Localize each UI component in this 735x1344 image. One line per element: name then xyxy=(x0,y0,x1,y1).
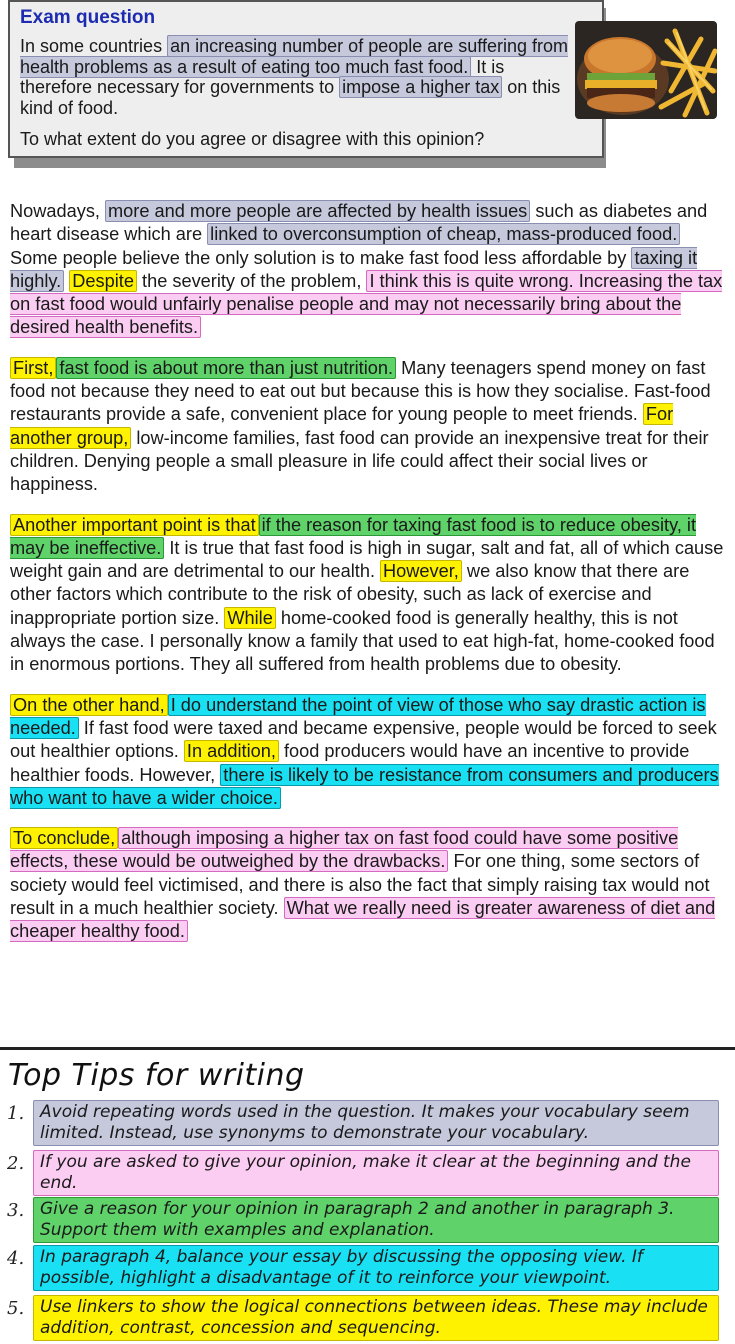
question-highlight-problem: an increasing number of people are suffering from health problems as a result of eating too much fast food. xyxy=(20,36,568,77)
tips-title: Top Tips for writing xyxy=(8,1058,305,1093)
tip-3: Give a reason for your opinion in paragraph 2 and another in paragraph 3. Support them with examples and explanation. xyxy=(33,1197,719,1243)
highlight-opinion: I think this is quite wrong. Increasing the tax on fast food would unfairly penalise people and may not necessarily bring about the desired health benefits. xyxy=(10,270,723,338)
exam-question-prompt: To what extent do you agree or disagree with this opinion? xyxy=(20,129,485,149)
exam-question-text: In some countries an increasing number of people are suffering from health problems as a result of eating too much fast food. It is therefore necessary for governments to impose a higher tax on this kind of food. xyxy=(20,36,568,118)
tip-4: In paragraph 4, balance your essay by discussing the opposing view. If possible, highlight a disadvantage of it to reinforce your viewpoint. xyxy=(33,1245,719,1291)
question-highlight-tax: impose a higher tax xyxy=(339,76,502,98)
tip-number: 5. xyxy=(7,1298,25,1319)
tip-number: 4. xyxy=(7,1248,25,1269)
essay-paragraph-1: Nowadays, more and more people are affected by health issues such as diabetes and heart disease which are linked to overconsumption of cheap, mass-produced food. Some people believe the only solution is to make fast food less affordable by taxing it highly. Despite the severity of the problem, I think this is quite wrong. Increasing the tax on fast food would unfairly penalise people and may not necessarily bring about the desired health benefits. xyxy=(10,201,723,338)
essay-paragraph-4: On the other hand, I do understand the point of view of those who say drastic action is needed. If fast food were taxed and became expensive, people would be forced to seek out healthier options. In addition, food producers would have an incentive to provide healthier foods. However, there is likely to be resistance from consumers and producers who want to have a wider choice. xyxy=(10,694,719,808)
highlight-linker: On the other hand, xyxy=(10,694,168,716)
highlight-opinion: although imposing a higher tax on fast food could have some positive effects, these would be outweighed by the drawbacks. xyxy=(10,828,679,872)
burger-and-fries-photo xyxy=(575,21,717,119)
highlight-vocabulary: more and more people are affected by health issues xyxy=(105,200,530,222)
highlight-vocabulary: linked to overconsumption of cheap, mass-produced food. xyxy=(207,223,680,245)
highlight-linker: While xyxy=(224,607,275,629)
highlight-linker: Another important point is that xyxy=(10,514,259,536)
highlight-linker: To conclude, xyxy=(10,827,118,849)
highlight-linker: In addition, xyxy=(184,740,279,762)
tip-1: Avoid repeating words used in the question. It makes your vocabulary seem limited. Instead, use synonyms to demonstrate your vocabulary. xyxy=(33,1100,719,1146)
highlight-vocabulary: taxing it highly. xyxy=(10,247,698,291)
essay-paragraph-3: Another important point is that if the reason for taxing fast food is to reduce obesity, it may be ineffective. It is true that fast food is high in sugar, salt and fat, all of which cause weight gain and are detrimental to our health. However, we also know that there are other factors which contribute to the risk of obesity, such as lack of exercise and inappropriate portion size. While home-cooked food is generally healthy, this is not always the case. I personally know a family that used to eat high-fat, home-cooked food in enormous portions. They all suffered from health problems due to obesity. xyxy=(10,514,724,675)
tip-2: If you are asked to give your opinion, make it clear at the beginning and the end. xyxy=(33,1150,719,1196)
highlight-reason: if the reason for taxing fast food is to reduce obesity, it may be ineffective. xyxy=(10,514,697,558)
exam-question-box xyxy=(8,0,604,158)
highlight-linker: First, xyxy=(10,357,56,379)
highlight-opposing-view: I do understand the point of view of those who say drastic action is needed. xyxy=(10,694,706,738)
highlight-reason: fast food is about more than just nutrition. xyxy=(56,357,396,379)
highlight-opposing-view: there is likely to be resistance from consumers and producers who want to have a wider choice. xyxy=(10,764,719,808)
section-divider xyxy=(0,1047,735,1050)
highlight-linker: Despite xyxy=(69,270,137,292)
tip-number: 2. xyxy=(7,1153,25,1174)
highlight-linker: However, xyxy=(380,560,462,582)
exam-question-heading: Exam question xyxy=(20,7,156,28)
essay-paragraph-5: To conclude, although imposing a higher tax on fast food could have some positive effects, these would be outweighed by the drawbacks. For one thing, some sectors of society would feel victimised, and there is also the fact that simply raising tax would not result in a much healthier society. What we really need is greater awareness of diet and cheaper healthy food. xyxy=(10,828,716,942)
highlight-opinion: What we really need is greater awareness of diet and cheaper healthy food. xyxy=(10,898,716,942)
model-essay xyxy=(10,200,730,961)
essay-paragraph-2: First, fast food is about more than just nutrition. Many teenagers spend money on fast food not because they need to eat out but because this is how they socialise. Fast-food restaurants provide a safe, convenient place for young people to meet friends. For another group, low-income families, fast food can provide an inexpensive treat for their children. Denying people a small pleasure in life could affect their social lives or happiness. xyxy=(10,357,711,495)
tip-number: 3. xyxy=(7,1200,25,1221)
tip-number: 1. xyxy=(7,1103,25,1124)
tip-5: Use linkers to show the logical connections between ideas. These may include addition, contrast, concession and sequencing. xyxy=(33,1295,719,1341)
highlight-linker: For another group, xyxy=(10,404,674,448)
